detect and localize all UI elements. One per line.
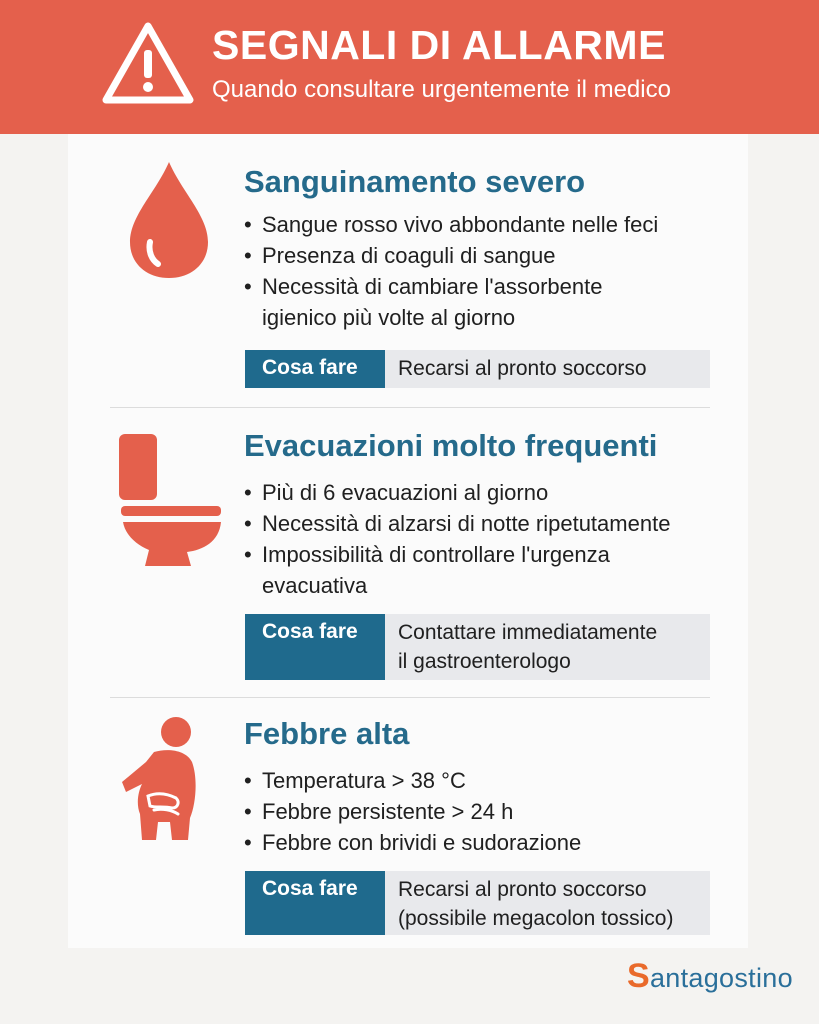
action-text	[385, 614, 710, 680]
santagostino-logo	[627, 957, 793, 996]
page-subtitle: Quando consultare urgentemente il medico	[212, 76, 671, 103]
bullet-list-evacuazioni	[244, 477, 670, 601]
action-text	[385, 871, 710, 935]
action-line: Recarsi al pronto soccorso	[398, 357, 647, 380]
list-item: • Più di 6 evacuazioni al giorno	[244, 477, 670, 508]
section-title-sanguinamento: Sanguinamento severo	[244, 164, 586, 199]
section-divider	[110, 697, 710, 698]
list-item: • Impossibilità di controllare l'urgenza	[244, 539, 670, 570]
action-label: Cosa fare	[245, 871, 385, 935]
action-box-evacuazioni	[245, 614, 710, 680]
logo-letter: S	[627, 957, 650, 995]
warning-triangle-icon	[100, 20, 196, 106]
list-item: igienico più volte al giorno	[262, 305, 516, 330]
action-box-sanguinamento	[245, 350, 710, 388]
action-line: il gastroenterologo	[398, 650, 571, 673]
list-item: • Presenza di coaguli di sangue	[244, 240, 658, 271]
list-item: • Febbre persistente > 24 h	[244, 796, 581, 827]
list-item: • Temperatura > 38 °C	[244, 765, 581, 796]
action-label: Cosa fare	[245, 350, 385, 388]
action-text	[385, 350, 710, 388]
bullet-list-sanguinamento	[244, 209, 658, 333]
list-item: • Necessità di alzarsi di notte ripetutamente	[244, 508, 670, 539]
section-title-evacuazioni: Evacuazioni molto frequenti	[244, 428, 658, 463]
action-line: Recarsi al pronto soccorso	[398, 878, 647, 901]
logo-text: antagostino	[649, 963, 793, 993]
list-item: • Necessità di cambiare l'assorbente	[244, 271, 658, 302]
bullet-list-febbre	[244, 765, 581, 858]
action-box-febbre	[245, 871, 710, 935]
list-item: • Febbre con brividi e sudorazione	[244, 827, 581, 858]
list-item: • Sangue rosso vivo abbondante nelle feci	[244, 209, 658, 240]
action-line: Contattare immediatamente	[398, 621, 658, 644]
section-divider	[110, 407, 710, 408]
page-title: SEGNALI DI ALLARME	[212, 22, 666, 68]
action-label: Cosa fare	[245, 614, 385, 680]
header-banner	[0, 0, 819, 134]
section-title-febbre: Febbre alta	[244, 716, 410, 751]
list-item: evacuativa	[262, 573, 368, 598]
toilet-icon	[117, 432, 225, 568]
action-line: (possibile megacolon tossico)	[398, 907, 674, 930]
abdominal-pain-person-icon	[118, 714, 210, 842]
blood-drop-icon	[126, 158, 212, 282]
